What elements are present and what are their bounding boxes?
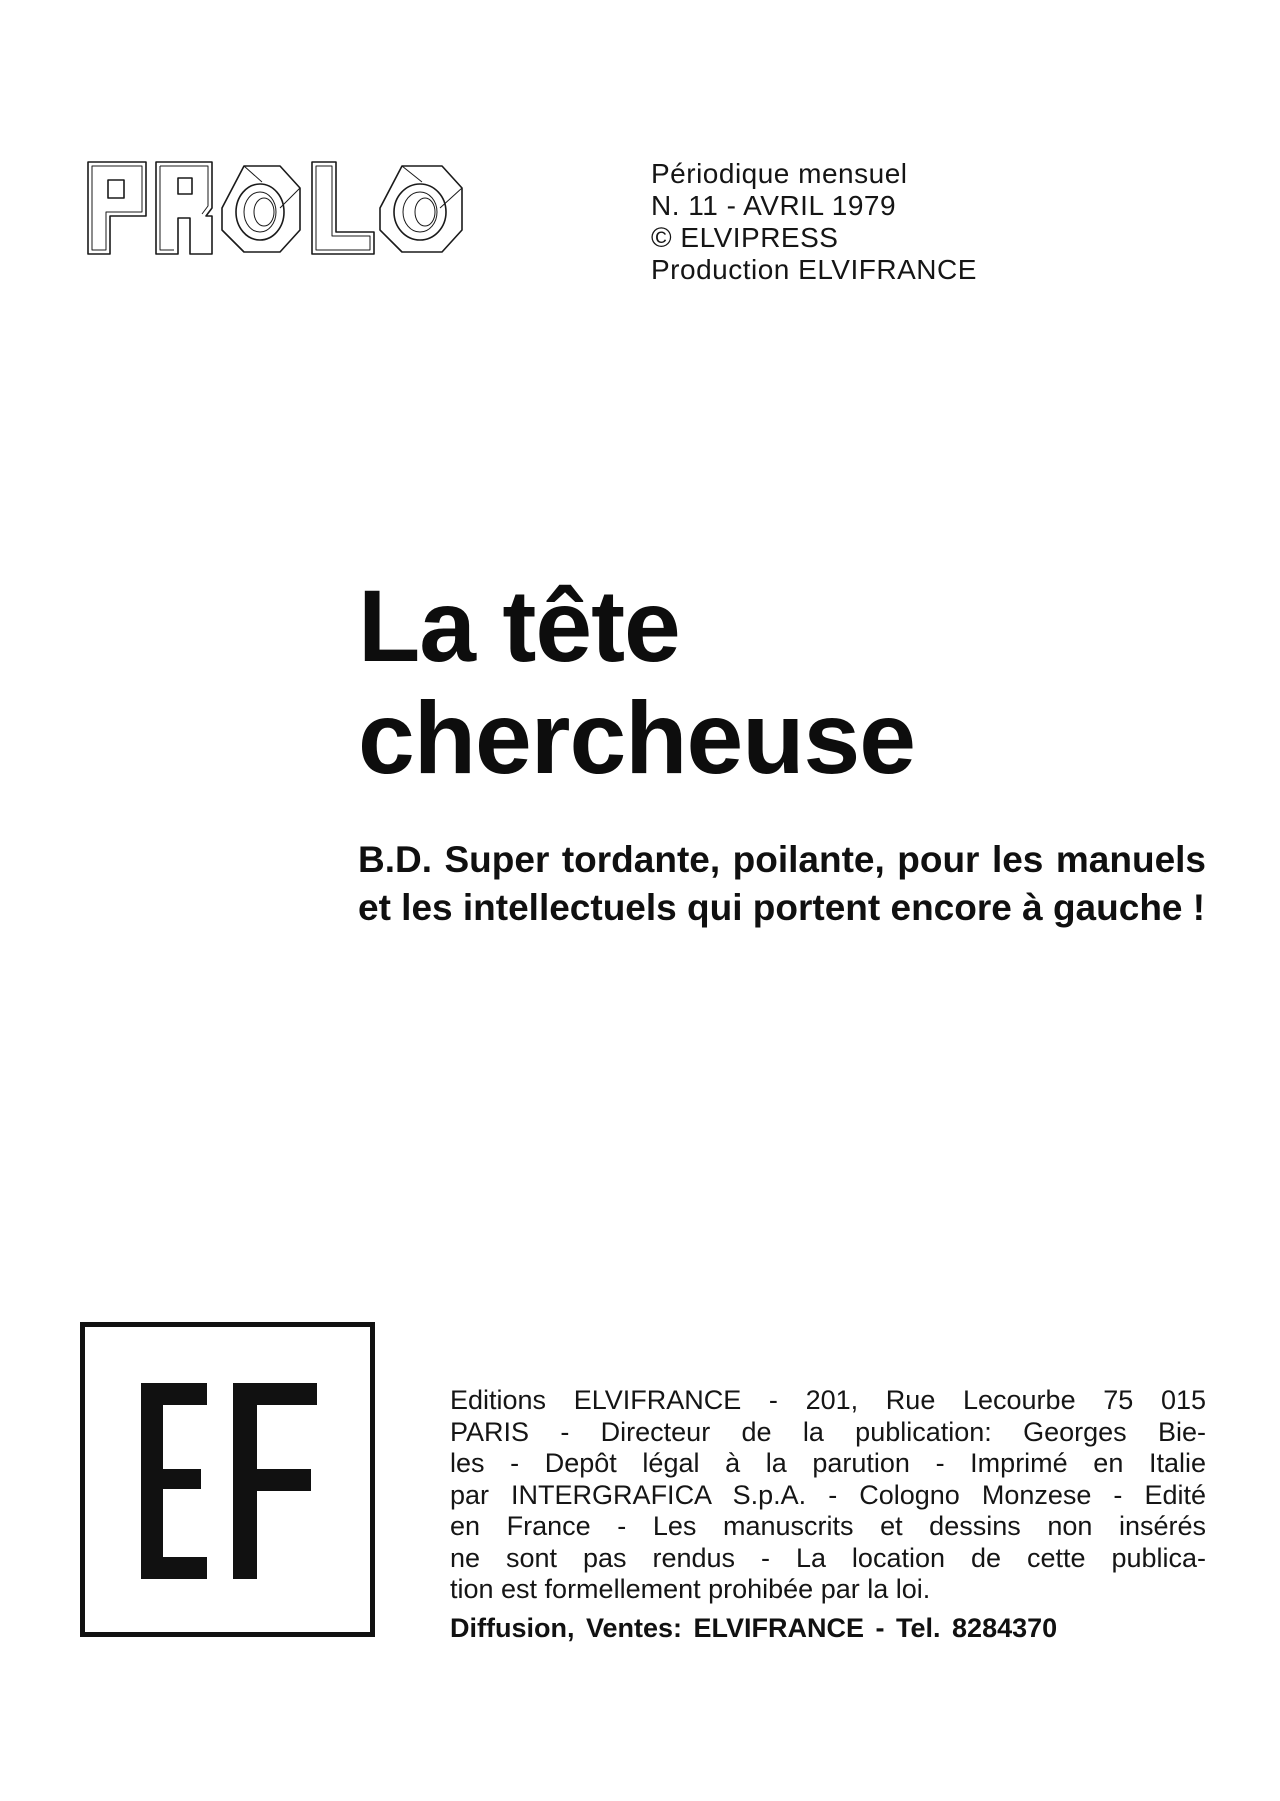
periodicity-text: Périodique mensuel <box>651 158 908 189</box>
publication-info <box>651 158 1071 286</box>
story-title <box>358 570 1218 794</box>
prolo-logo <box>84 158 494 258</box>
diffusion-contact: Diffusion, Ventes: ELVIFRANCE - Tel. 8284370 <box>450 1613 1058 1643</box>
ef-publisher-logo-icon <box>85 1327 370 1632</box>
copyright-text: © ELVIPRESS <box>651 222 839 253</box>
legal-line: en France - Les manuscrits et dessins non insérés <box>450 1511 1206 1541</box>
legal-notice <box>450 1385 1206 1606</box>
issue-text: N. 11 - AVRIL 1979 <box>651 190 897 221</box>
title-line-1: La tête <box>358 569 680 683</box>
legal-line: les - Depôt légal à la parution - Imprimé en Italie <box>450 1448 1206 1478</box>
legal-line: ne sont pas rendus - La location de cette publica- <box>450 1542 1206 1573</box>
legal-line: par INTERGRAFICA S.p.A. - Cologno Monzese - Edité <box>450 1479 1206 1510</box>
production-text: Production ELVIFRANCE <box>651 254 977 285</box>
legal-line: PARIS - Directeur de la publication: Georges Bie- <box>450 1416 1206 1447</box>
prolo-outline-logo-icon <box>84 158 494 258</box>
story-subtitle: B.D. Super tordante, poilante, pour les manuels et les intellectuels qui portent encore à gauche ! <box>358 839 1206 928</box>
publisher-logo-box <box>80 1322 375 1637</box>
title-line-2: chercheuse <box>358 681 915 795</box>
legal-line: Editions ELVIFRANCE - 201, Rue Lecourbe 75 015 <box>450 1385 1206 1415</box>
legal-line: tion est formellement prohibée par la loi. <box>450 1574 931 1604</box>
